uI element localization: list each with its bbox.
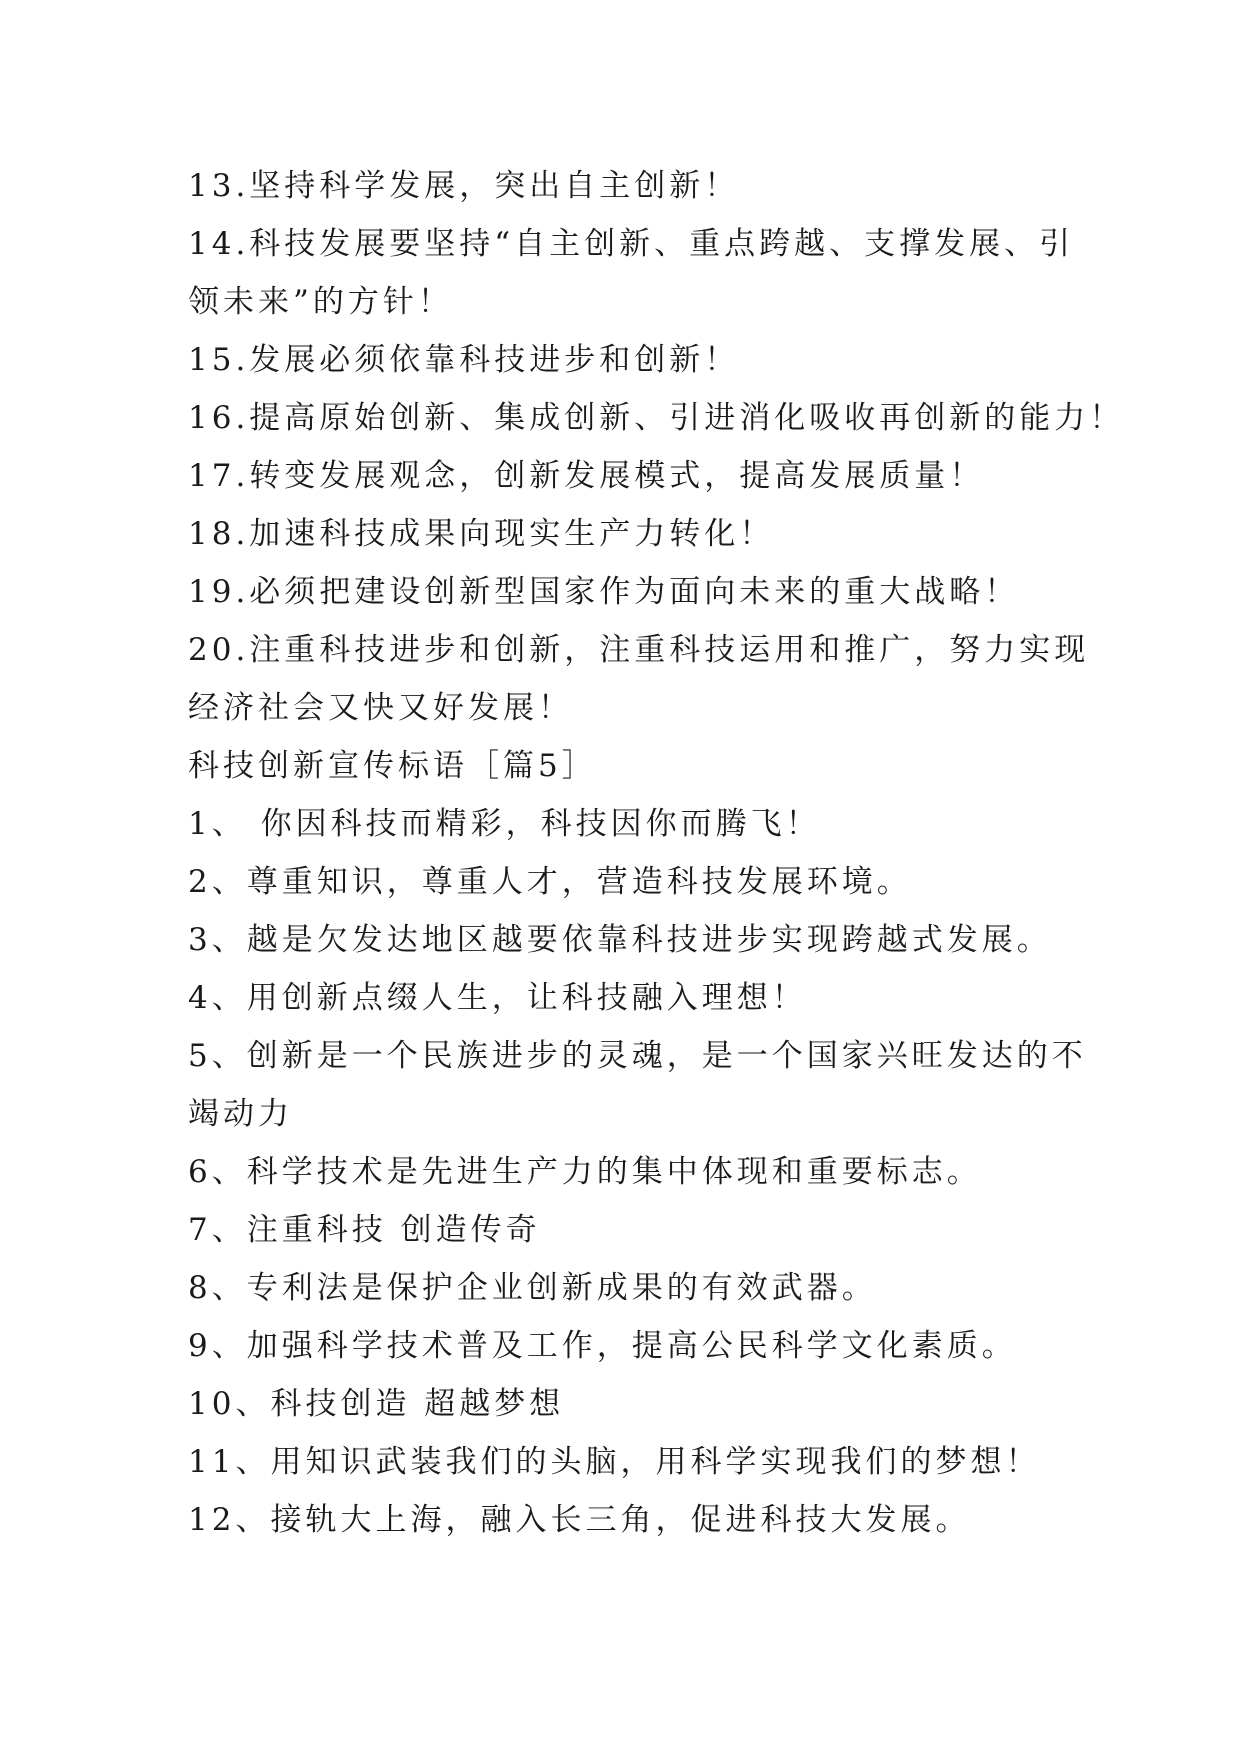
text-line: 11、用知识武装我们的头脑，用科学实现我们的梦想！ bbox=[188, 1444, 1041, 1480]
text-line: 18.加速科技成果向现实生产力转化！ bbox=[188, 516, 775, 552]
text-line: 4、用创新点缀人生，让科技融入理想！ bbox=[188, 980, 807, 1016]
text-line: 19.必须把建设创新型国家作为面向未来的重大战略！ bbox=[188, 574, 1020, 610]
text-line: 5、创新是一个民族进步的灵魂，是一个国家兴旺发达的不 bbox=[188, 1038, 1087, 1074]
text-line: 15.发展必须依靠科技进步和创新！ bbox=[188, 342, 740, 378]
document-body bbox=[188, 157, 1125, 1549]
text-line: 领未来”的方针！ bbox=[188, 284, 453, 320]
text-line: 经济社会又快又好发展！ bbox=[188, 690, 573, 726]
text-line: 7、注重科技 创造传奇 bbox=[188, 1212, 541, 1248]
text-line: 竭动力 bbox=[188, 1096, 293, 1132]
text-line: 20.注重科技进步和创新，注重科技运用和推广，努力实现 bbox=[188, 632, 1090, 668]
text-line: 6、科学技术是先进生产力的集中体现和重要标志。 bbox=[188, 1154, 982, 1190]
text-line: 9、加强科学技术普及工作，提高公民科学文化素质。 bbox=[188, 1328, 1017, 1364]
text-line: 14.科技发展要坚持“自主创新、重点跨越、支撑发展、引 bbox=[188, 226, 1075, 262]
text-line: 8、专利法是保护企业创新成果的有效武器。 bbox=[188, 1270, 877, 1306]
text-line: 12、接轨大上海，融入长三角，促进科技大发展。 bbox=[188, 1502, 971, 1538]
section-heading: 科技创新宣传标语［篇5］ bbox=[188, 748, 597, 784]
text-line: 17.转变发展观念，创新发展模式，提高发展质量！ bbox=[188, 458, 985, 494]
text-line: 2、尊重知识，尊重人才，营造科技发展环境。 bbox=[188, 864, 912, 900]
text-line: 10、科技创造 超越梦想 bbox=[188, 1386, 565, 1422]
text-line: 3、越是欠发达地区越要依靠科技进步实现跨越式发展。 bbox=[188, 922, 1052, 958]
text-line: 16.提高原始创新、集成创新、引进消化吸收再创新的能力！ bbox=[188, 400, 1125, 436]
text-line: 1、 你因科技而精彩，科技因你而腾飞！ bbox=[188, 806, 821, 842]
text-line: 13.坚持科学发展，突出自主创新！ bbox=[188, 168, 740, 204]
